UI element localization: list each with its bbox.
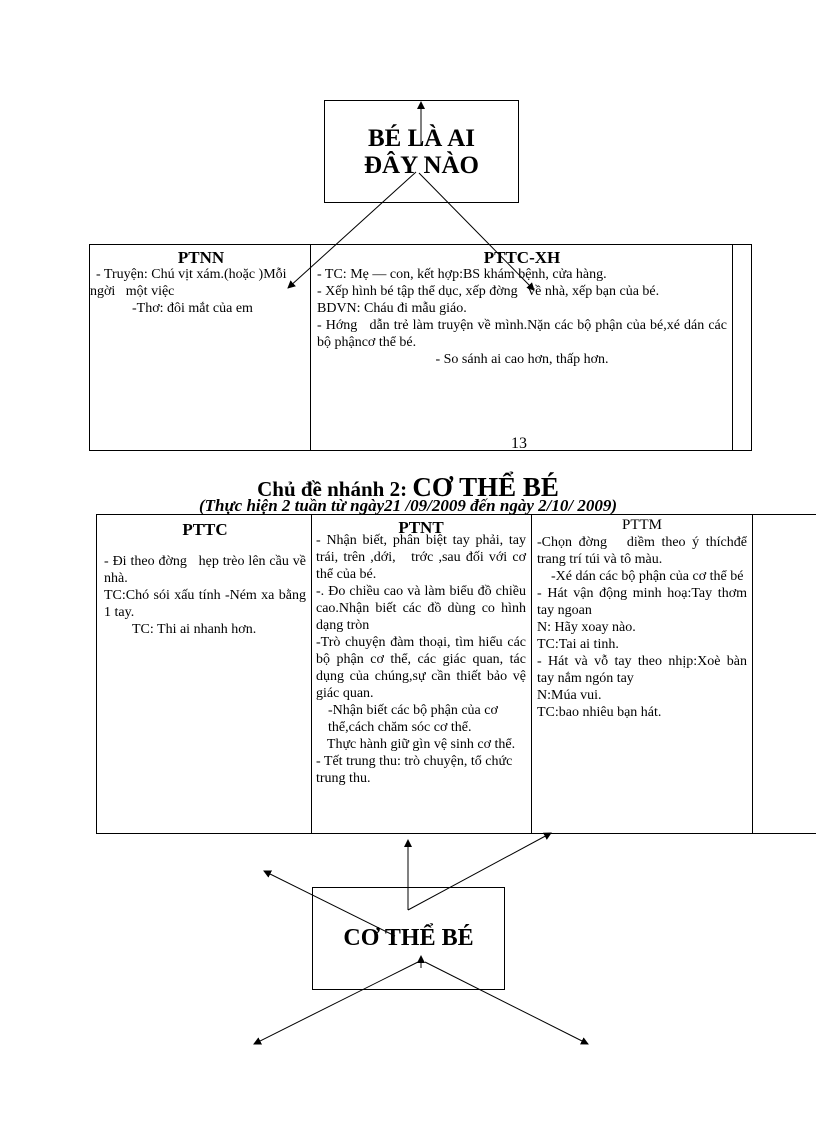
ptnt-heading: PTNT xyxy=(398,518,444,537)
pttm-heading: PTTM xyxy=(621,517,662,533)
pttm-line: - Hát vận động minh hoạ:Tay thơm tay ngoan xyxy=(537,586,751,618)
pttc-xh-line: BDVN: Cháu đi mẫu giáo. xyxy=(317,301,467,316)
pttm-line: TC:Tai ai tinh. xyxy=(537,637,619,652)
arrow-lower-right xyxy=(425,962,588,1044)
ptnt-line: -. Đo chiều cao và làm biểu đồ chiều cao.Nhận biết các đồ dùng co hình dạng tròn xyxy=(316,584,530,633)
pttc-xh-heading: PTTC-XH xyxy=(483,248,561,267)
arrow-to-ptnn xyxy=(288,172,416,288)
pttc-xh-line: - TC: Mẹ — con, kết hợp:BS khám bệnh, cửa hàng. xyxy=(317,267,607,282)
arrow-lower-left xyxy=(254,962,418,1044)
arrow-to-pttc-xh xyxy=(419,173,534,290)
pttm-line: - Hát và vỗ tay theo nhịp:Xoè bàn tay nắm ngón tay xyxy=(537,654,751,686)
ptnn-line: ngời một việc xyxy=(90,284,175,299)
pttm-line: N: Hãy xoay nào. xyxy=(537,620,636,635)
ptnn-heading: PTNN xyxy=(177,248,225,267)
ptnt-line: Thực hành giữ gìn vệ sinh cơ thể. xyxy=(326,737,516,752)
pttc-line: TC:Chó sói xấu tính -Ném xa bằng 1 tay. xyxy=(104,588,310,620)
pttc-line: TC: Thi ai nhanh hơn. xyxy=(132,622,257,637)
section-subheading: (Thực hiện 2 tuần từ ngày21 /09/2009 đến ngày 2/10/ 2009) xyxy=(198,496,617,515)
pttc-xh-line: - So sánh ai cao hơn, thấp hơn. xyxy=(435,352,609,367)
ptnt-line: - Nhận biết, phân biệt tay phải, tay trái, trên ,dới, trớc ,sau đối với cơ thể của bé. xyxy=(316,533,530,582)
pttc-xh-line: - Hớng dẫn trẻ làm truyện về mình.Nặn các bộ phận của bé,xé dán các bộ phậncơ thể bé. xyxy=(317,318,731,350)
pttm-line: -Xé dán các bộ phận của cơ thể bé xyxy=(551,569,744,584)
pttm-line: TC:bao nhiêu bạn hát. xyxy=(537,705,662,720)
arrow-to-pttm xyxy=(408,833,551,910)
pttc-line: - Đi theo đờng hẹp trèo lên cầu về nhà. xyxy=(104,554,310,586)
ptnt-line: - Tết trung thu: trò chuyện, tổ chức trung thu. xyxy=(316,754,516,786)
ptnt-line: -Trò chuyện đàm thoại, tìm hiểu các bộ phận cơ thể, các giác quan, tác dụng của chúng,sự cần thiết bảo vệ giác quan. xyxy=(316,635,530,701)
pttm-line: -Chọn đờng diềm theo ý thíchđể trang trí túi và tô màu. xyxy=(537,535,751,567)
arrow-to-pttc xyxy=(264,871,395,936)
pttm-line: N:Múa vui. xyxy=(537,688,602,703)
pttc-xh-line: - Xếp hình bé tập thể dục, xếp đờng về nhà, xếp bạn của bé. xyxy=(317,284,660,299)
pttc-heading: PTTC xyxy=(182,520,228,539)
topic-title: BÉ LÀ AI ĐÂY NÀO xyxy=(363,124,480,179)
section-heading-prefix: Chủ đề nhánh 2: xyxy=(257,477,408,501)
ptnt-line: -Nhận biết các bộ phận của cơ thể,cách chăm sóc cơ thể. xyxy=(328,703,502,735)
page-number: 13 xyxy=(511,435,527,452)
ptnn-line: -Thơ: đôi mắt của em xyxy=(132,301,253,316)
ptnn-line: - Truyện: Chú vịt xám.(hoặc )Mỗi xyxy=(96,267,287,282)
section-heading-main: CƠ THỂ BÉ xyxy=(412,472,559,502)
subtopic-title: CƠ THỂ BÉ xyxy=(343,925,474,951)
